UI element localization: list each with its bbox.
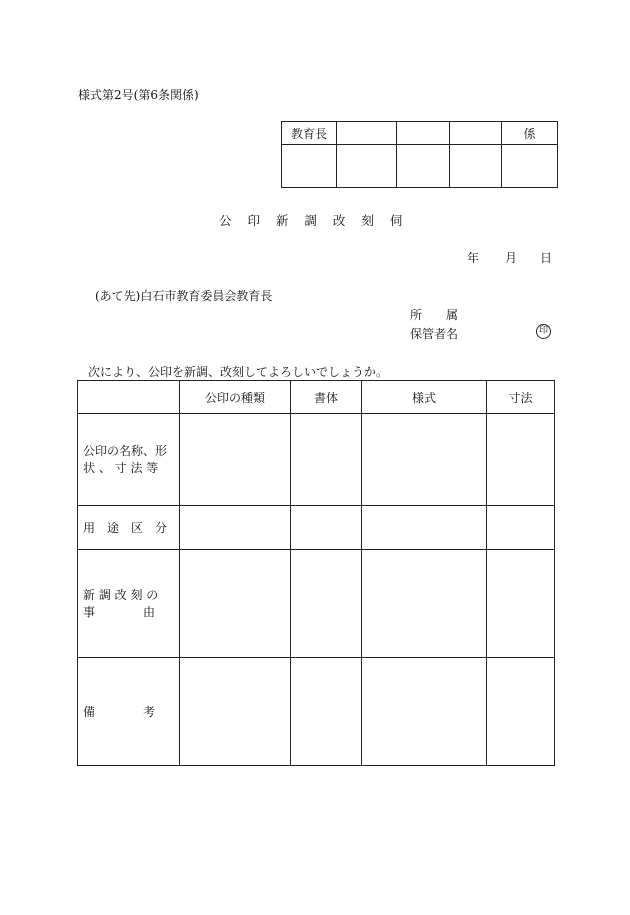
approval-header-3	[397, 122, 450, 145]
seal-type-cell[interactable]	[180, 658, 291, 766]
seal-type-cell[interactable]	[180, 506, 291, 550]
dimensions-cell[interactable]	[487, 506, 555, 550]
date-month: 月	[505, 251, 518, 265]
style-cell[interactable]	[362, 550, 487, 658]
row-label-remarks: 備 考	[78, 658, 180, 766]
approval-stamp-cell[interactable]	[397, 145, 450, 188]
seal-type-cell[interactable]	[180, 550, 291, 658]
table-row	[78, 506, 555, 550]
date-year: 年	[467, 251, 480, 265]
approval-stamp-cell[interactable]	[282, 145, 337, 188]
style-cell[interactable]	[362, 506, 487, 550]
header-dimensions: 寸法	[487, 381, 555, 414]
addressee: (あて先)白石市教育委員会教育長	[95, 289, 273, 303]
intro-text: 次により、公印を新調、改刻してよろしいでしょうか。	[88, 365, 389, 379]
dimensions-cell[interactable]	[487, 658, 555, 766]
dimensions-cell[interactable]	[487, 414, 555, 506]
typeface-cell[interactable]	[291, 414, 362, 506]
style-cell[interactable]	[362, 414, 487, 506]
approval-stamp-cell[interactable]	[337, 145, 397, 188]
table-row	[78, 414, 555, 506]
approval-stamp-cell[interactable]	[502, 145, 558, 188]
typeface-cell[interactable]	[291, 550, 362, 658]
date-day: 日	[540, 251, 553, 265]
approval-header-staff: 係	[502, 122, 558, 145]
seal-request-table	[77, 380, 555, 766]
row-label-line: 事 由	[83, 604, 156, 619]
approval-table	[281, 121, 558, 188]
seal-icon: 印	[536, 324, 551, 339]
header-typeface: 書体	[291, 381, 362, 414]
row-label-line: 新 調 改 刻 の	[83, 587, 159, 602]
row-label-line: 公印の名称、形	[83, 443, 168, 458]
style-cell[interactable]	[362, 658, 487, 766]
row-label-usage: 用 途 区 分	[78, 506, 180, 550]
approval-header-superintendent: 教育長	[282, 122, 337, 145]
dimensions-cell[interactable]	[487, 550, 555, 658]
header-seal-type: 公印の種類	[180, 381, 291, 414]
approval-stamp-cell[interactable]	[450, 145, 502, 188]
form-number: 様式第2号(第6条関係)	[78, 88, 199, 102]
document-title: 公 印 新 調 改 刻 伺	[219, 213, 403, 228]
header-style: 様式	[362, 381, 487, 414]
seal-type-cell[interactable]	[180, 414, 291, 506]
approval-header-4	[450, 122, 502, 145]
affiliation-label: 所 属	[410, 308, 459, 322]
custodian-label: 保管者名	[410, 327, 459, 341]
approval-header-2	[337, 122, 397, 145]
typeface-cell[interactable]	[291, 506, 362, 550]
typeface-cell[interactable]	[291, 658, 362, 766]
table-row	[78, 658, 555, 766]
table-row	[78, 550, 555, 658]
row-label-name-shape	[78, 414, 180, 506]
row-label-line: 状 、 寸 法 等	[83, 460, 159, 475]
header-blank-cell	[78, 381, 180, 414]
row-label-reason	[78, 550, 180, 658]
